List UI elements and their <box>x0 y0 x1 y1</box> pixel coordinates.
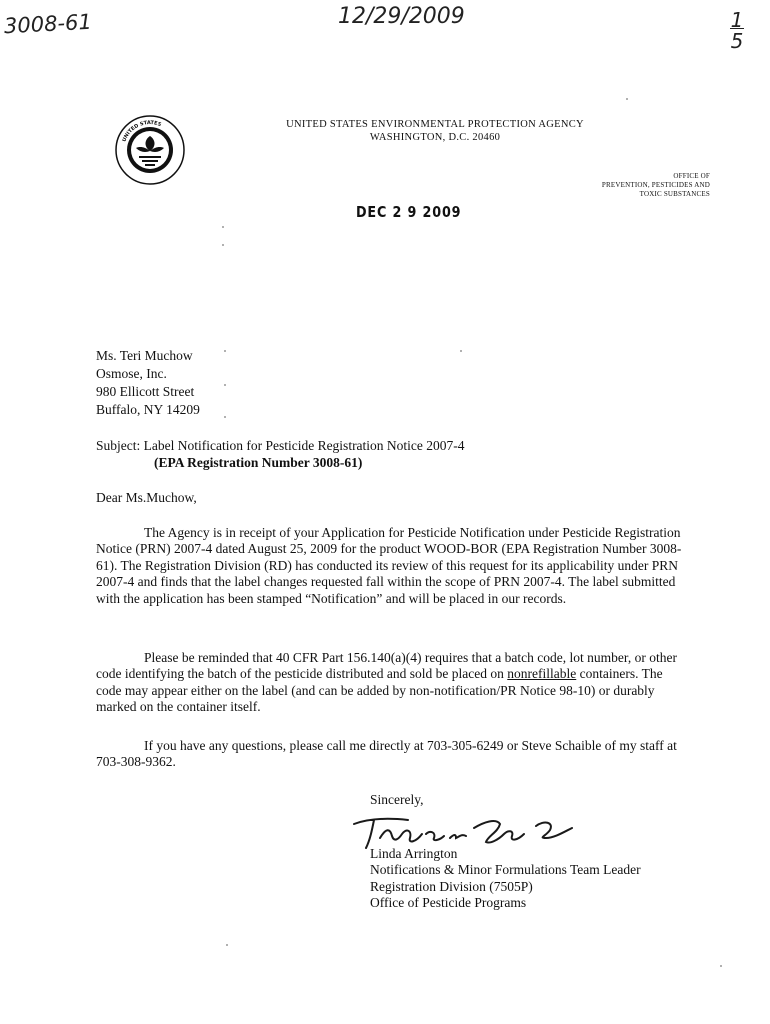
body-paragraph: The Agency is in receipt of your Application for Pesticide Notification under Pesticide Registration Notice (PRN) 2007-4 dated August 25, 2009 for the product WOOD-BOR (EPA Registration Number 3008-61). The Registration Division (RD) has conducted its review of this request for its applicability under PRN 2007-4 and finds that the label changes requested fall within the scope of PRN 2007-4. The label submitted with the application has been stamped “Notification” and will be placed in our records. <box>96 525 682 606</box>
office-heading <box>560 172 710 199</box>
body-paragraph <box>96 650 690 716</box>
scan-speck <box>222 244 224 246</box>
signature-block <box>370 846 641 912</box>
office-line: TOXIC SUBSTANCES <box>639 190 710 198</box>
agency-address: WASHINGTON, D.C. 20460 <box>369 132 501 143</box>
page-total: 5 <box>730 29 744 53</box>
scan-speck <box>222 226 224 228</box>
paragraph-text: containers. The code may appear either on the label (and can be added by non-notification/PR Notice 98-10) or durably marked on the container itself. <box>96 666 663 715</box>
handwritten-file-number: 3008-61 <box>3 9 93 39</box>
recipient-street: 980 Ellicott Street <box>96 384 195 399</box>
registration-number: (EPA Registration Number 3008-61) <box>154 455 363 470</box>
paragraph-text: Please be reminded that 40 CFR Part 156.140(a)(4) requires that a batch code, lot number, or other code identifying the batch of the pesticide distributed and sold be placed on <box>96 650 677 682</box>
office-line: PREVENTION, PESTICIDES AND <box>601 181 710 189</box>
scan-speck <box>224 384 226 386</box>
agency-heading <box>220 118 650 144</box>
signer-title: Notifications & Minor Formulations Team Leader <box>370 862 641 878</box>
scan-speck <box>224 350 226 352</box>
signer-name: Linda Arrington <box>370 846 458 861</box>
handwritten-date: 12/29/2009 <box>338 4 465 29</box>
underlined-term: nonrefillable <box>507 666 577 682</box>
signer-division: Registration Division (7505P) <box>370 878 533 894</box>
office-line: OFFICE OF <box>673 172 710 180</box>
recipient-city: Buffalo, NY 14209 <box>96 402 200 417</box>
recipient-name: Ms. Teri Muchow <box>96 348 193 363</box>
body-paragraph: If you have any questions, please call me directly at 703-305-6249 or Steve Schaible of my staff at 703-308-9362. <box>96 738 677 770</box>
recipient-company: Osmose, Inc. <box>96 366 167 381</box>
scan-speck <box>720 965 722 967</box>
date-stamp: DEC 2 9 2009 <box>356 203 462 221</box>
greeting: Dear Ms.Muchow, <box>96 490 197 505</box>
scan-speck <box>460 350 462 352</box>
recipient-address <box>96 347 200 419</box>
epa-seal-icon <box>114 114 186 186</box>
agency-name: UNITED STATES ENVIRONMENTAL PROTECTION AGENCY <box>286 119 584 130</box>
closing: Sincerely, <box>370 792 424 807</box>
scan-speck <box>226 944 228 946</box>
page-number: 1 <box>730 8 744 32</box>
svg-text:UNITED STATES: UNITED STATES <box>121 119 162 143</box>
signer-office: Office of Pesticide Programs <box>370 895 527 911</box>
subject-line: Subject: Label Notification for Pesticide Registration Notice 2007-4 <box>96 438 465 453</box>
scan-speck <box>626 98 628 100</box>
subject-block <box>96 437 465 471</box>
handwritten-page-count <box>730 8 744 53</box>
scan-speck <box>224 416 226 418</box>
